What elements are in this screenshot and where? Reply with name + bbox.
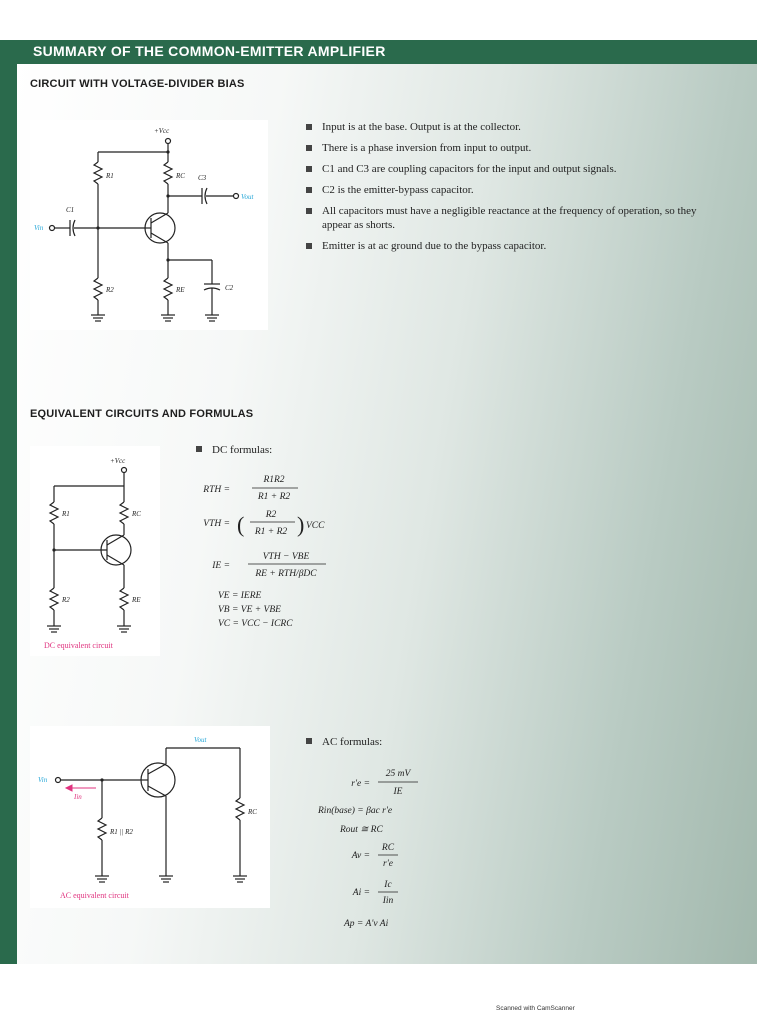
ac-label-rc: RC — [248, 808, 257, 816]
bullet-square-icon — [196, 446, 202, 452]
vb-formula: VB = VE + VBE — [218, 605, 281, 615]
ac-formulas — [310, 758, 470, 938]
re-numerator: 25 mV — [385, 769, 411, 779]
bullet-square-icon — [306, 243, 312, 249]
label-r1: R1 — [106, 172, 114, 180]
label-c3: C3 — [198, 174, 207, 182]
vc-formula: VC = VCC − ICRC — [218, 619, 293, 629]
list-item: Emitter is at ac ground due to the bypass capacitor. — [306, 239, 726, 253]
voltage-divider-circuit — [30, 120, 268, 330]
ac-formulas-heading: AC formulas: — [306, 736, 382, 748]
list-item: C1 and C3 are coupling capacitors for the input and output signals. — [306, 162, 726, 176]
ie-lhs: IE = — [212, 561, 230, 571]
rth-denominator: R1 + R2 — [257, 492, 291, 502]
dc-label-vcc: +Vcc — [110, 457, 126, 465]
label-re: RE — [176, 286, 185, 294]
label-c2: C2 — [225, 284, 234, 292]
bullet-square-icon — [306, 208, 312, 214]
rout-formula: Rout ≅ RC — [340, 825, 383, 835]
re-lhs: r'e = — [351, 779, 370, 789]
section-title-equivalent-circuits: EQUIVALENT CIRCUITS AND FORMULAS — [30, 408, 254, 420]
dc-formulas-heading: DC formulas: — [196, 444, 272, 456]
svg-text:): ) — [297, 512, 305, 537]
label-vcc: +Vcc — [154, 127, 170, 135]
ac-equivalent-circuit — [30, 726, 270, 908]
ai-denominator: Iin — [382, 896, 394, 906]
av-denominator: r'e — [383, 859, 393, 869]
bullet-square-icon — [306, 187, 312, 193]
dc-label-re: RE — [132, 596, 141, 604]
rin-formula: Rin(base) = βac r'e — [318, 806, 393, 816]
ac-circuit-caption: AC equivalent circuit — [60, 891, 129, 900]
section-title-voltage-divider: CIRCUIT WITH VOLTAGE-DIVIDER BIAS — [30, 78, 245, 90]
list-item: There is a phase inversion from input to output. — [306, 141, 726, 155]
label-c1: C1 — [66, 206, 75, 214]
ie-denominator: RE + RTH/βDC — [255, 569, 317, 579]
ac-label-iin: Iin — [74, 793, 82, 801]
dc-equivalent-circuit — [30, 446, 160, 656]
vth-tail: VCC — [306, 521, 325, 531]
dc-label-rc: RC — [132, 510, 141, 518]
list-item: Input is at the base. Output is at the collector. — [306, 120, 726, 134]
dc-label-r1: R1 — [62, 510, 70, 518]
re-denominator: IE — [393, 787, 403, 797]
label-rc: RC — [176, 172, 185, 180]
ap-formula: Ap = A'v Ai — [344, 919, 389, 929]
header-bar — [17, 40, 757, 64]
list-item: C2 is the emitter-bypass capacitor. — [306, 183, 726, 197]
page-title: SUMMARY OF THE COMMON-EMITTER AMPLIFIER — [33, 43, 386, 59]
bullet-square-icon — [306, 738, 312, 744]
ve-formula: VE = IERE — [218, 591, 262, 601]
av-lhs: Av = — [351, 851, 370, 861]
vth-lhs: VTH = — [203, 519, 230, 529]
rth-lhs: RTH = — [203, 485, 230, 495]
ai-lhs: Ai = — [352, 888, 370, 898]
bullet-square-icon — [306, 124, 312, 130]
dc-label-r2: R2 — [62, 596, 70, 604]
dc-formulas — [200, 462, 380, 642]
av-numerator: RC — [381, 843, 395, 853]
rth-numerator: R1R2 — [263, 475, 285, 485]
ac-label-r1-r2: R1 || R2 — [110, 828, 133, 836]
label-vin: Vin — [34, 224, 44, 232]
list-item: All capacitors must have a negligible reactance at the frequency of operation, so they appear as shorts. — [306, 204, 726, 232]
svg-text:(: ( — [237, 512, 245, 537]
left-decor-strip — [0, 40, 17, 964]
ie-numerator: VTH − VBE — [262, 552, 310, 562]
bullet-square-icon — [306, 145, 312, 151]
dc-circuit-caption: DC equivalent circuit — [44, 641, 113, 650]
label-vout: Vout — [241, 193, 254, 201]
ac-label-vin: Vin — [38, 776, 48, 784]
scanner-watermark: Scanned with CamScanner — [496, 1005, 575, 1012]
vth-denominator: R1 + R2 — [254, 527, 288, 537]
ai-numerator: Ic — [384, 880, 392, 890]
bullet-square-icon — [306, 166, 312, 172]
ac-label-vout: Vout — [194, 736, 207, 744]
vth-numerator: R2 — [265, 510, 277, 520]
summary-bullet-list — [306, 120, 726, 260]
label-r2: R2 — [106, 286, 114, 294]
